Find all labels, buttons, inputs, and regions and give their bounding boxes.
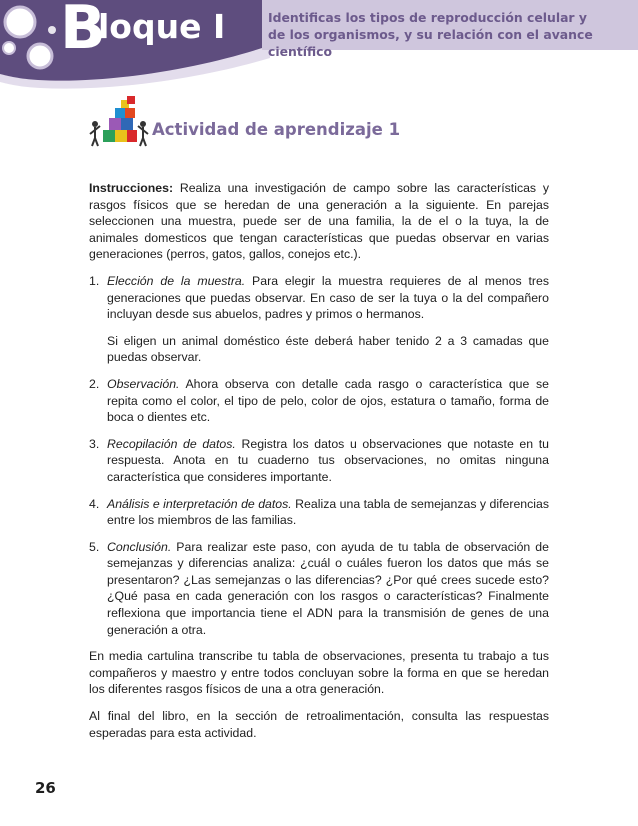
activity-content xyxy=(89,180,549,751)
instructions-label: Instrucciones: xyxy=(89,181,174,195)
step-number: 2. xyxy=(89,376,100,391)
activity-title: Actividad de aprendizaje 1 xyxy=(152,120,401,139)
step-text: Registra los datos u observaciones que notaste en tu respuesta. Anota en tu cuaderno tus observaciones, no omitas ninguna característica que consideres importante. xyxy=(107,436,549,484)
list-item xyxy=(89,436,549,486)
closing-paragraph: En media cartulina transcribe tu tabla de observaciones, presenta tu trabajo a tus compañeros y maestro y entre todos concluyan sobre la forma en que se heredan los diferentes rasgos físicos de una a otra generación. xyxy=(89,649,549,697)
step-extra: Si eligen un animal doméstico éste deberá haber tenido 2 a 3 camadas que puedas observar. xyxy=(107,333,549,365)
step-title: Observación. xyxy=(107,376,180,391)
step-title: Análisis e interpretación de datos. xyxy=(107,496,292,511)
step-number: 4. xyxy=(89,496,100,511)
page-number: 26 xyxy=(35,779,56,797)
step-text: Para realizar este paso, con ayuda de tu tabla de observación de semejanzas y diferencias analiza: ¿cuál o cuáles fueron los datos que más se presentaron? ¿Las semejanzas o las diferencias? ¿Por qué crees sucede esto?¿Qué pasa en cada generación con los rasgos o características? Finalmente reflexiona que importancia tiene el ADN para la transmisión de genes de una generación a otra. xyxy=(107,539,549,637)
instructions-paragraph xyxy=(89,180,549,263)
step-title: Elección de la muestra. xyxy=(107,273,246,288)
block-subtitle: Identificas los tipos de reproducción celular y de los organismos, y su relación con el avance científico xyxy=(268,10,593,59)
step-number: 1. xyxy=(89,273,100,288)
bloque-initial: B xyxy=(60,0,105,63)
bloque-label: loque I xyxy=(98,7,226,46)
instructions-text: Realiza una investigación de campo sobre las características y rasgos físicos que se heredan de una generación a la siguiente. En parejas seleccionen una muestra, puede ser de una familia, la de el o la tuya, la de animales domesticos que tengan características que puedas observar en varias generaciones (perros, gatos, gallos, conejos etc.). xyxy=(89,181,549,262)
step-text: Para elegir la muestra requieres de al menos tres generaciones que puedas observar. En caso de ser la tuya o la del compañero incluyan desde sus abuelos, padres y primos o hermanos. xyxy=(107,273,549,322)
steps-list xyxy=(89,273,549,638)
step-title: Recopilación de datos. xyxy=(107,436,236,451)
people-building-blocks-icon xyxy=(87,94,151,152)
list-item xyxy=(89,496,549,529)
list-item xyxy=(89,273,549,366)
list-item xyxy=(89,539,549,639)
step-text: Realiza una tabla de semejanzas y diferencias entre los miembros de las familias. xyxy=(107,496,549,528)
step-text: Ahora observa con detalle cada rasgo o característica que se repita como el color, el tipo de pelo, color de ojos, estatura o tamaño, forma de boca o dientes etc. xyxy=(107,376,549,425)
step-number: 5. xyxy=(89,539,100,554)
closing-paragraph: Al final del libro, en la sección de retroalimentación, consulta las respuestas esperadas para esta actividad. xyxy=(89,709,549,740)
list-item xyxy=(89,376,549,426)
step-number: 3. xyxy=(89,436,100,451)
page-header xyxy=(0,0,638,90)
step-title: Conclusión. xyxy=(107,539,172,554)
